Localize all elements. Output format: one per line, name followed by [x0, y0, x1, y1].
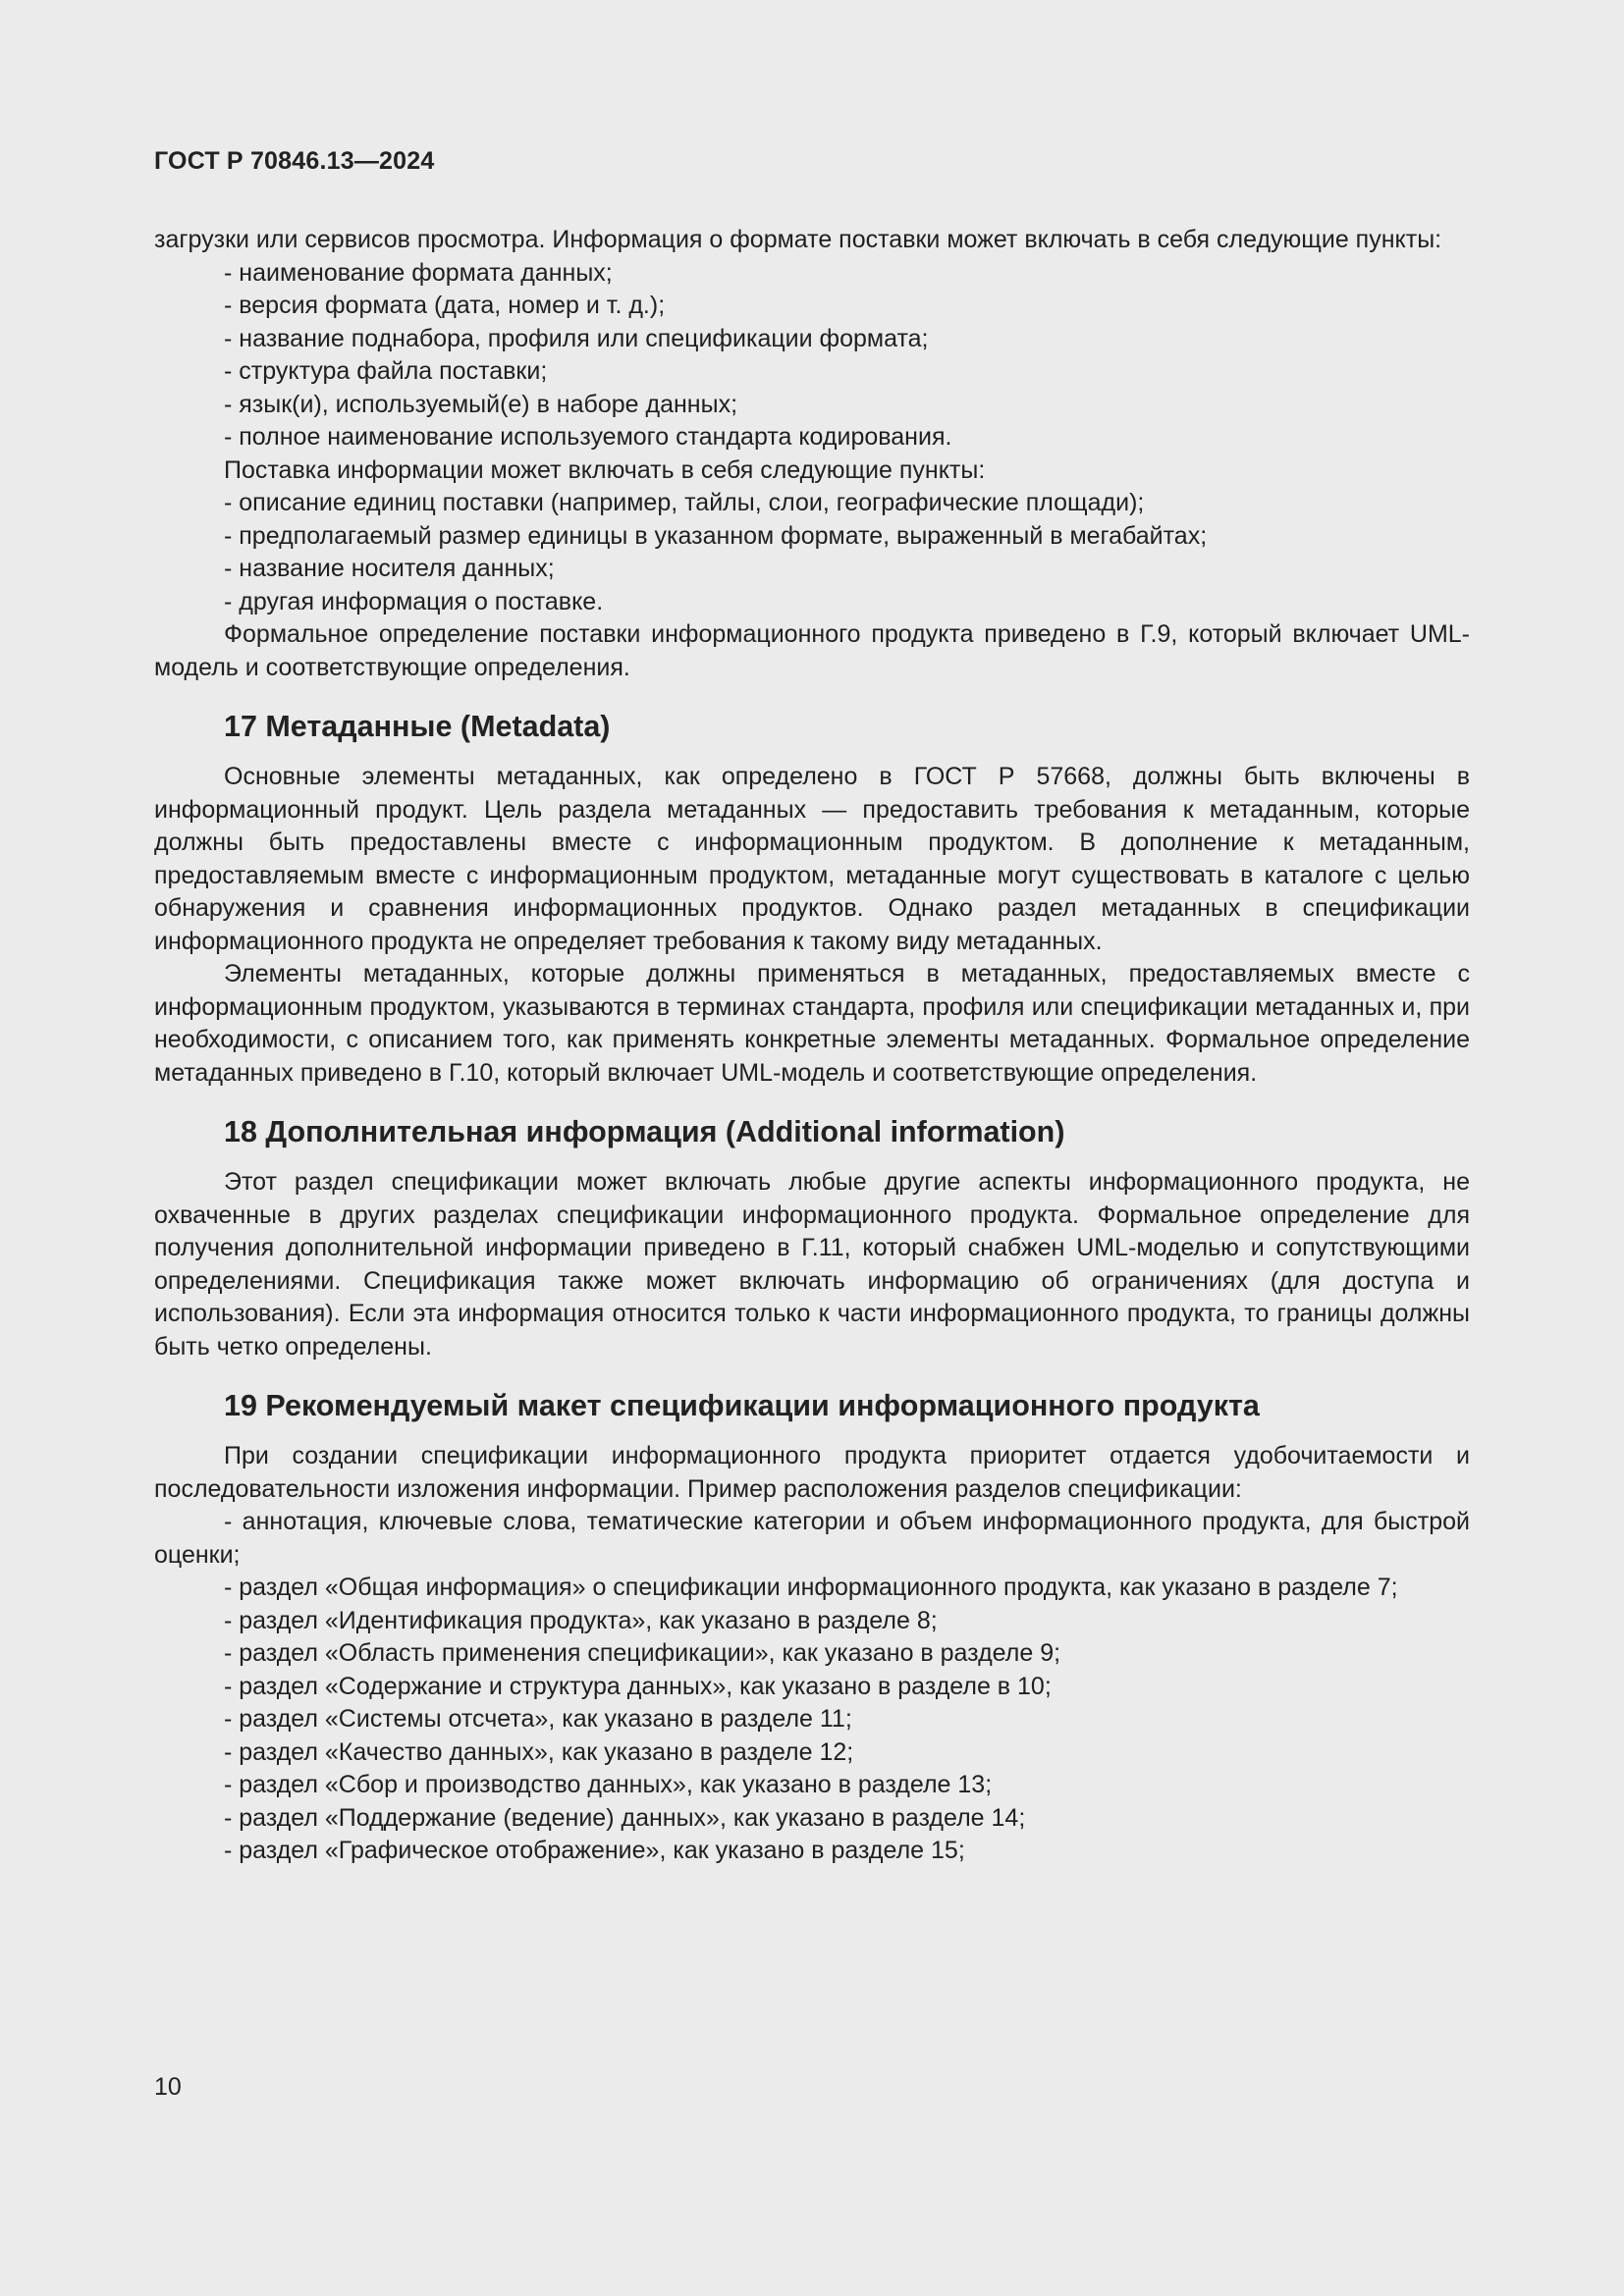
- list-item: - название носителя данных;: [224, 555, 555, 582]
- document-header: ГОСТ Р 70846.13—2024: [154, 147, 435, 175]
- list-item: - раздел «Идентификация продукта», как указано в разделе 8;: [224, 1606, 938, 1634]
- section-18-title: 18 Дополнительная информация (Additional information): [224, 1115, 1065, 1148]
- list-item: - раздел «Системы отсчета», как указано в разделе 11;: [224, 1705, 852, 1733]
- list-item: - раздел «Сбор и производство данных», как указано в разделе 13;: [224, 1771, 993, 1798]
- list-item: - раздел «Качество данных», как указано в разделе 12;: [224, 1737, 854, 1766]
- paragraph: Элементы метаданных, которые должны применяться в метаданных, предоставляемых вместе с информационным продуктом, указываются в терминах стандарта, профиля или спецификации метаданных и, при необходимости, с описанием того, как применять конкретные элементы метаданных. Формальное определение метаданных приведено в Г.10, который включает UML-модель и соответствующие определения.: [154, 960, 1470, 1087]
- paragraph: Формальное определение поставки информационного продукта приведено в Г.9, который включает UML-модель и соответствующие определения.: [154, 620, 1470, 681]
- paragraph: загрузки или сервисов просмотра. Информация о формате поставки может включать в себя следующие пункты:: [154, 226, 1442, 253]
- list-item: - раздел «Общая информация» о спецификации информационного продукта, как указано в разделе 7;: [224, 1574, 1398, 1601]
- list-item: - раздел «Поддержание (ведение) данных», как указано в разделе 14;: [224, 1803, 1026, 1832]
- section-19-title: 19 Рекомендуемый макет спецификации информационного продукта: [224, 1389, 1260, 1422]
- list-item: - наименование формата данных;: [224, 258, 613, 287]
- list-item: - аннотация, ключевые слова, тематические категории и объем информационного продукта, для быстрой оценки;: [154, 1508, 1470, 1569]
- list-item: - предполагаемый размер единицы в указанном формате, выраженный в мегабайтах;: [224, 521, 1208, 550]
- page-number: 10: [154, 2073, 182, 2101]
- document-body: [154, 224, 1470, 1868]
- list-item: - другая информация о поставке.: [224, 587, 604, 615]
- list-item: - язык(и), используемый(е) в наборе данных;: [224, 390, 738, 418]
- list-item: - описание единиц поставки (например, тайлы, слои, географические площади);: [224, 489, 1145, 516]
- list-item: - раздел «Содержание и структура данных», как указано в разделе в 10;: [224, 1672, 1052, 1700]
- list-item: - название поднабора, профиля или спецификации формата;: [224, 324, 929, 352]
- section-17-title: 17 Метаданные (Metadata): [224, 710, 611, 743]
- list-item: - раздел «Графическое отображение», как указано в разделе 15;: [224, 1837, 965, 1864]
- paragraph: Этот раздел спецификации может включать любые другие аспекты информационного продукта, не охваченные в других разделах спецификации информационного продукта. Формальное определение для получения дополнительной информации приведено в Г.11, который снабжен UML-моделью и сопутствующими определениями. Спецификация также может включать информацию об ограничениях (для доступа и использования). Если эта информация относится только к части информационного продукта, то границы должны быть четко определены.: [154, 1168, 1470, 1361]
- paragraph: Поставка информации может включать в себя следующие пункты:: [224, 455, 986, 484]
- list-item: - версия формата (дата, номер и т. д.);: [224, 292, 666, 319]
- paragraph: Основные элементы метаданных, как определено в ГОСТ Р 57668, должны быть включены в информационный продукт. Цель раздела метаданных — предоставить требования к метаданным, которые должны быть предоставлены вместе с информационным продуктом. В дополнение к метаданным, предоставляемым вместе с информационным продуктом, метаданные могут существовать в каталоге с целью обнаружения и сравнения информационных продуктов. Однако раздел метаданных в спецификации информационного продукта не определяет требования к такому виду метаданных.: [154, 763, 1470, 955]
- list-item: - структура файла поставки;: [224, 357, 548, 385]
- list-item: - полное наименование используемого стандарта кодирования.: [224, 423, 952, 451]
- paragraph: При создании спецификации информационного продукта приоритет отдается удобочитаемости и последовательности изложения информации. Пример расположения разделов спецификации:: [154, 1442, 1470, 1503]
- list-item: - раздел «Область применения спецификации», как указано в разделе 9;: [224, 1639, 1061, 1667]
